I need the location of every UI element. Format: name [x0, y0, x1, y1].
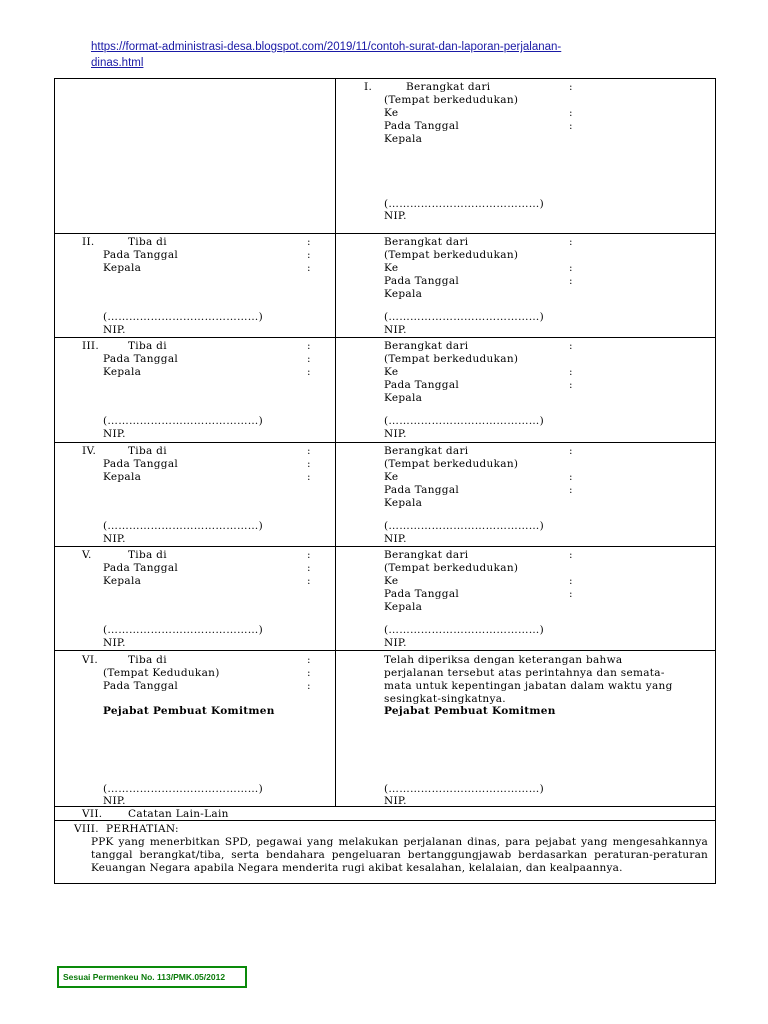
nip-label: NIP. — [384, 324, 407, 336]
section-number: VI. — [82, 654, 98, 666]
regulation-stamp-text: Sesuai Permenkeu No. 113/PMK.05/2012 — [63, 972, 226, 982]
source-link[interactable] — [91, 39, 651, 71]
colon: : — [307, 262, 311, 274]
colon: : — [569, 275, 573, 287]
tanggal-label: Pada Tanggal — [384, 120, 460, 132]
tempat-label: (Tempat Kedudukan) — [103, 667, 220, 679]
berangkat-label: Berangkat dari — [384, 445, 469, 457]
berangkat-label: Berangkat dari — [384, 340, 469, 352]
tanggal-label: Pada Tanggal — [384, 275, 460, 287]
section-number: III. — [82, 340, 99, 352]
colon: : — [569, 120, 573, 132]
colon: : — [569, 471, 573, 483]
kepala-label: Kepala — [384, 601, 423, 613]
kepala-label: Kepala — [103, 262, 142, 274]
colon: : — [307, 249, 311, 261]
section-number: VII. — [82, 808, 103, 820]
tiba-label: Tiba di — [128, 654, 167, 666]
berangkat-label: Berangkat dari — [384, 549, 469, 561]
tiba-label: Tiba di — [128, 340, 167, 352]
tanggal-label: Pada Tanggal — [384, 484, 460, 496]
section-number: VIII. — [74, 823, 99, 835]
nip-label: NIP. — [384, 533, 407, 545]
signature-dots: (……………………………………) — [384, 311, 544, 323]
colon: : — [569, 107, 573, 119]
nip-label: NIP. — [384, 428, 407, 440]
pejabat-label: Pejabat Pembuat Komitmen — [103, 705, 275, 717]
colon: : — [307, 458, 311, 470]
tanggal-label: Pada Tanggal — [103, 680, 179, 692]
colon: : — [307, 654, 311, 666]
verification-line: sesingkat-singkatnya. — [384, 693, 506, 705]
kepala-label: Kepala — [384, 133, 423, 145]
pejabat-label: Pejabat Pembuat Komitmen — [384, 705, 556, 717]
colon: : — [569, 575, 573, 587]
signature-dots: (……………………………………) — [384, 783, 544, 795]
verification-line: perjalanan tersebut atas perintahnya dan semata- — [384, 667, 665, 679]
source-link-line1[interactable]: https://format-administrasi-desa.blogspot.com/2019/11/contoh-surat-dan-laporan-perjalanan- — [91, 41, 562, 53]
tanggal-label: Pada Tanggal — [103, 249, 179, 261]
colon: : — [307, 549, 311, 561]
ke-label: Ke — [384, 575, 399, 587]
signature-dots: (……………………………………) — [384, 624, 544, 636]
catatan-label: Catatan Lain-Lain — [128, 808, 229, 820]
kepala-label: Kepala — [384, 392, 423, 404]
perhatian-label: PERHATIAN: — [106, 823, 179, 835]
row-divider — [54, 546, 716, 547]
nip-label: NIP. — [103, 637, 126, 649]
berangkat-label: Berangkat dari — [384, 236, 469, 248]
signature-dots: (……………………………………) — [103, 624, 263, 636]
signature-dots: (……………………………………) — [103, 520, 263, 532]
colon: : — [307, 575, 311, 587]
colon: : — [569, 379, 573, 391]
section-number: V. — [82, 549, 92, 561]
source-link-line2[interactable]: dinas.html — [91, 57, 144, 69]
signature-dots: (……………………………………) — [103, 415, 263, 427]
colon: : — [569, 445, 573, 457]
section-number: I. — [364, 81, 373, 93]
verification-line: mata untuk kepentingan jabatan dalam waktu yang — [384, 680, 673, 692]
colon: : — [569, 81, 573, 93]
colon: : — [307, 562, 311, 574]
colon: : — [307, 680, 311, 692]
section-number: II. — [82, 236, 95, 248]
row-divider — [54, 650, 716, 651]
perhatian-text: PPK yang menerbitkan SPD, pegawai yang melakukan perjalanan dinas, para pejabat yang mengesahkannya tanggal berangkat/tiba, serta bendahara pengeluaran bertanggungjawab berdasarkan peraturan-peraturan Keuangan Negara apabila Negara menderita rugi akibat kesalahan, kelalaian, dan kealpaannya. — [91, 836, 708, 874]
kepala-label: Kepala — [103, 366, 142, 378]
section-number: IV. — [82, 445, 97, 457]
tempat-label: (Tempat berkedudukan) — [384, 249, 519, 261]
ke-label: Ke — [384, 107, 399, 119]
nip-label: NIP. — [384, 795, 407, 807]
nip-label: NIP. — [103, 428, 126, 440]
colon: : — [307, 353, 311, 365]
row-divider — [54, 233, 716, 234]
signature-dots: (……………………………………) — [384, 520, 544, 532]
tempat-label: (Tempat berkedudukan) — [384, 353, 519, 365]
colon: : — [307, 471, 311, 483]
ke-label: Ke — [384, 471, 399, 483]
signature-dots: (……………………………………) — [103, 783, 263, 795]
colon: : — [569, 340, 573, 352]
colon: : — [569, 366, 573, 378]
tempat-label: (Tempat berkedudukan) — [384, 458, 519, 470]
colon: : — [307, 445, 311, 457]
colon: : — [307, 340, 311, 352]
kepala-label: Kepala — [103, 575, 142, 587]
colon: : — [569, 549, 573, 561]
colon: : — [569, 262, 573, 274]
nip-label: NIP. — [384, 637, 407, 649]
column-divider — [335, 78, 336, 807]
row-divider — [54, 337, 716, 338]
colon: : — [569, 236, 573, 248]
nip-label: NIP. — [103, 533, 126, 545]
tanggal-label: Pada Tanggal — [384, 588, 460, 600]
verification-line: Telah diperiksa dengan keterangan bahwa — [384, 654, 623, 666]
tanggal-label: Pada Tanggal — [103, 353, 179, 365]
nip-label: NIP. — [103, 795, 126, 807]
signature-dots: (……………………………………) — [103, 311, 263, 323]
colon: : — [307, 667, 311, 679]
tanggal-label: Pada Tanggal — [384, 379, 460, 391]
ke-label: Ke — [384, 262, 399, 274]
row-divider — [54, 442, 716, 443]
berangkat-label: Berangkat dari — [406, 81, 491, 93]
nip-label: NIP. — [103, 324, 126, 336]
colon: : — [307, 366, 311, 378]
signature-dots: (……………………………………) — [384, 198, 544, 210]
kepala-label: Kepala — [384, 288, 423, 300]
tiba-label: Tiba di — [128, 445, 167, 457]
tempat-label: (Tempat berkedudukan) — [384, 94, 519, 106]
tanggal-label: Pada Tanggal — [103, 562, 179, 574]
tiba-label: Tiba di — [128, 236, 167, 248]
colon: : — [307, 236, 311, 248]
colon: : — [569, 484, 573, 496]
signature-dots: (……………………………………) — [384, 415, 544, 427]
tempat-label: (Tempat berkedudukan) — [384, 562, 519, 574]
regulation-stamp — [57, 966, 247, 988]
tanggal-label: Pada Tanggal — [103, 458, 179, 470]
colon: : — [569, 588, 573, 600]
nip-label: NIP. — [384, 210, 407, 222]
tiba-label: Tiba di — [128, 549, 167, 561]
kepala-label: Kepala — [384, 497, 423, 509]
kepala-label: Kepala — [103, 471, 142, 483]
ke-label: Ke — [384, 366, 399, 378]
